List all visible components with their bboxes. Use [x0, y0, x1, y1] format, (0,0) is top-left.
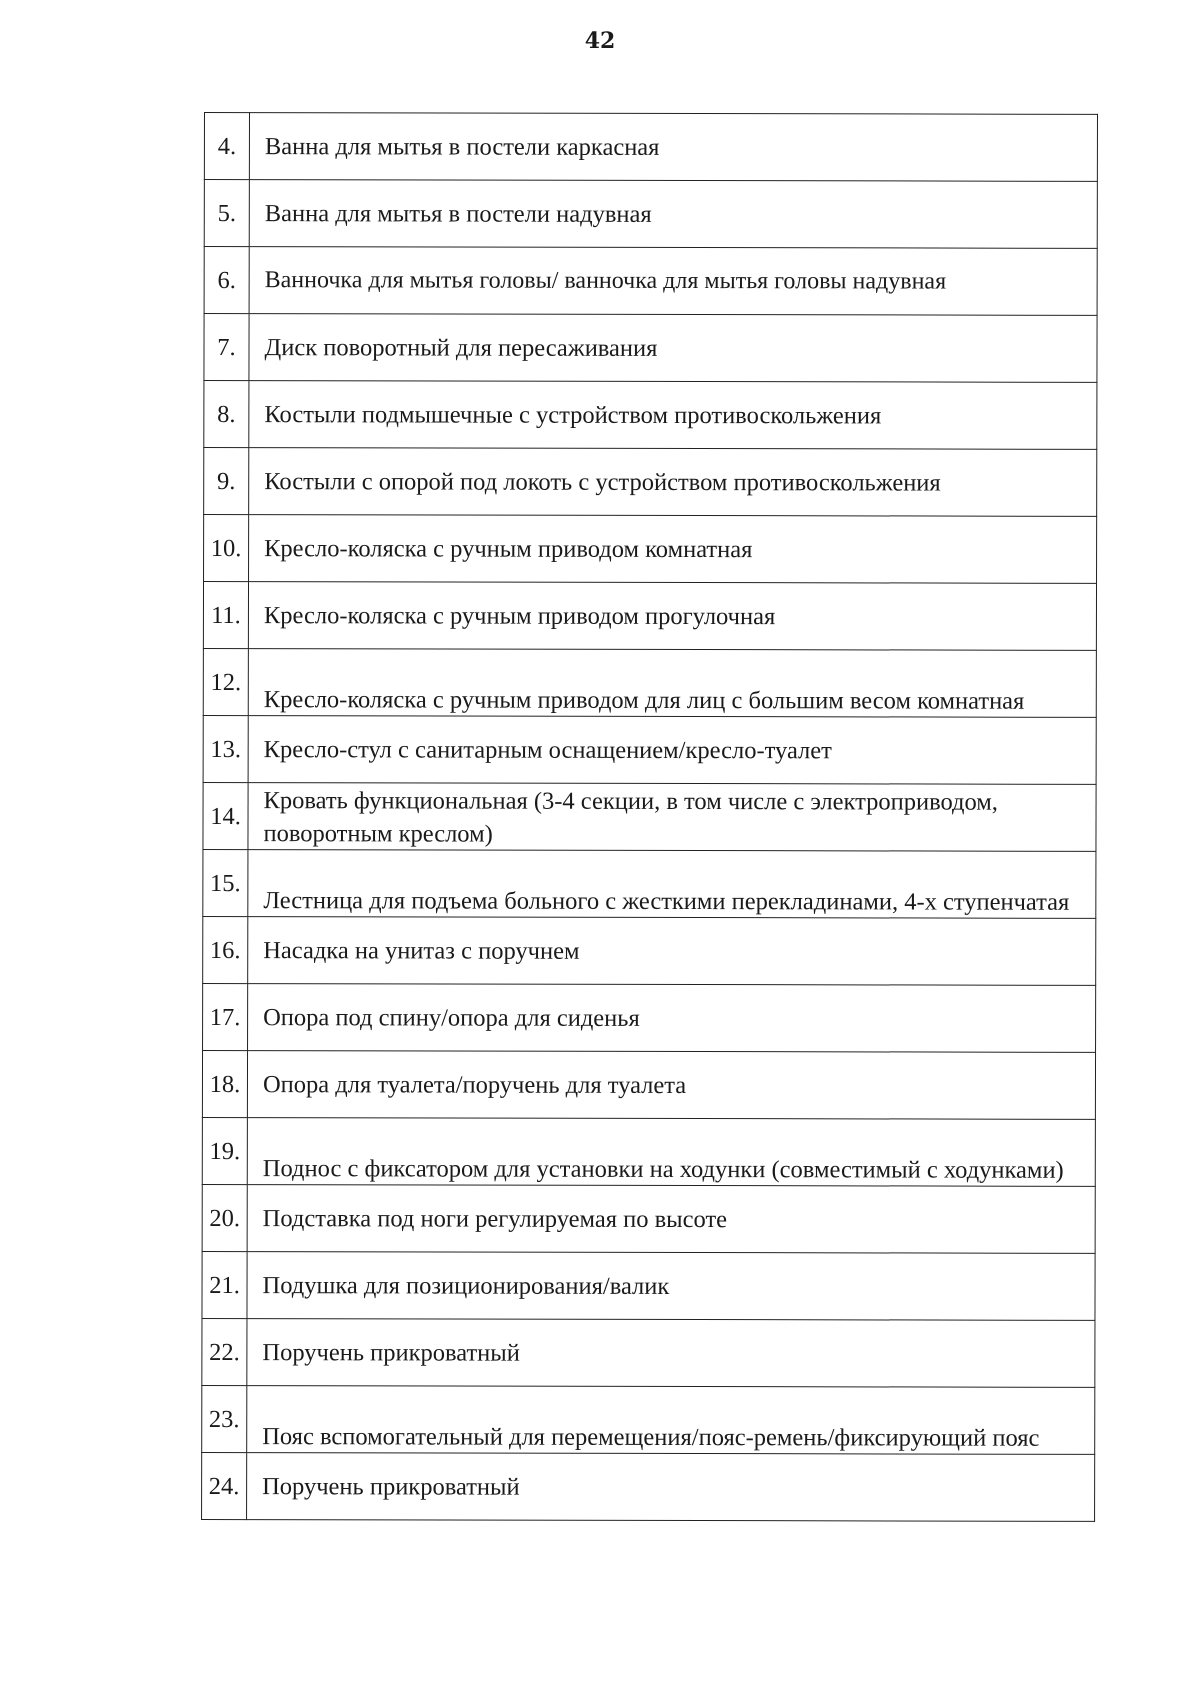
table-row	[202, 1251, 1095, 1320]
page-number: 42	[584, 28, 616, 54]
row-number: 24.	[202, 1452, 247, 1519]
item-name: Поручень прикроватный	[247, 1319, 1095, 1388]
row-number: 4.	[204, 113, 249, 180]
table-row	[202, 1050, 1095, 1119]
row-number: 12.	[203, 648, 248, 715]
item-name	[248, 649, 1096, 718]
row-number: 16.	[203, 916, 248, 983]
item-name-text: Поднос с фиксатором для установки на ходунки (совместимый с ходунками)	[262, 1155, 1064, 1184]
row-number: 15.	[203, 849, 248, 916]
row-number: 19.	[202, 1117, 247, 1184]
item-name-text: Кресло-коляска с ручным приводом для лиц с большим весом комнатная	[263, 686, 1025, 715]
table-row	[202, 1385, 1095, 1454]
row-number: 14.	[203, 782, 248, 849]
row-number: 7.	[204, 314, 249, 381]
item-name: Поручень прикроватный	[247, 1453, 1095, 1522]
table-row	[204, 314, 1097, 383]
row-number: 22.	[202, 1318, 247, 1385]
item-name	[248, 783, 1096, 852]
row-number: 9.	[204, 448, 249, 515]
row-number: 18.	[202, 1050, 247, 1117]
row-number: 11.	[203, 582, 248, 649]
table-row	[204, 448, 1097, 517]
item-name: Кресло-стул с санитарным оснащением/кресло-туалет	[248, 716, 1096, 785]
item-name: Опора под спину/опора для сиденья	[248, 984, 1096, 1053]
item-name	[247, 1118, 1095, 1187]
table-row	[202, 1318, 1095, 1387]
item-name: Кресло-коляска с ручным приводом комнатная	[249, 515, 1097, 584]
item-name: Насадка на унитаз с поручнем	[248, 917, 1096, 986]
equipment-table	[201, 112, 1098, 1522]
table-row	[203, 916, 1096, 985]
item-name: Костыли с опорой под локоть с устройством противоскольжения	[249, 448, 1097, 517]
item-name-text: Лестница для подъема больного с жесткими перекладинами, 4-х ступенчатая	[263, 887, 1070, 916]
table-row	[204, 515, 1097, 584]
item-name: Ванна для мытья в постели надувная	[249, 180, 1097, 249]
table-row	[204, 247, 1097, 316]
row-number: 8.	[204, 381, 249, 448]
item-name: Ванночка для мытья головы/ ванночка для мытья головы надувная	[249, 247, 1097, 316]
row-number: 10.	[204, 515, 249, 582]
item-name: Подушка для позиционирования/валик	[247, 1252, 1095, 1321]
item-name: Подставка под ноги регулируемая по высоте	[247, 1185, 1095, 1254]
table-row	[204, 180, 1097, 249]
row-number: 17.	[203, 983, 248, 1050]
row-number: 23.	[202, 1385, 247, 1452]
table-row	[202, 1184, 1095, 1253]
table-row	[203, 782, 1096, 851]
row-number: 20.	[202, 1184, 247, 1251]
item-name	[248, 850, 1096, 919]
row-number: 6.	[204, 247, 249, 314]
table-row	[202, 1117, 1095, 1186]
table-row	[204, 381, 1097, 450]
item-name-text: Кровать функциональная (3-4 секции, в том числе с электроприводом, поворотным креслом)	[263, 787, 998, 848]
table-row	[202, 1452, 1095, 1521]
item-name	[247, 1386, 1095, 1455]
table-row	[203, 983, 1096, 1052]
item-name: Кресло-коляска с ручным приводом прогулочная	[248, 582, 1096, 651]
item-name-text: Пояс вспомогательный для перемещения/пояс-ремень/фиксирующий пояс	[262, 1423, 1040, 1452]
table-row	[203, 715, 1096, 784]
row-number: 21.	[202, 1251, 247, 1318]
table-row	[203, 849, 1096, 918]
table-row	[204, 113, 1097, 182]
item-name: Диск поворотный для пересаживания	[249, 314, 1097, 383]
row-number: 13.	[203, 715, 248, 782]
item-name: Костыли подмышечные с устройством противоскольжения	[249, 381, 1097, 450]
item-name: Ванна для мытья в постели каркасная	[249, 113, 1097, 182]
row-number: 5.	[204, 180, 249, 247]
table-row	[203, 648, 1096, 717]
table-row	[203, 582, 1096, 651]
item-name: Опора для туалета/поручень для туалета	[247, 1051, 1095, 1120]
